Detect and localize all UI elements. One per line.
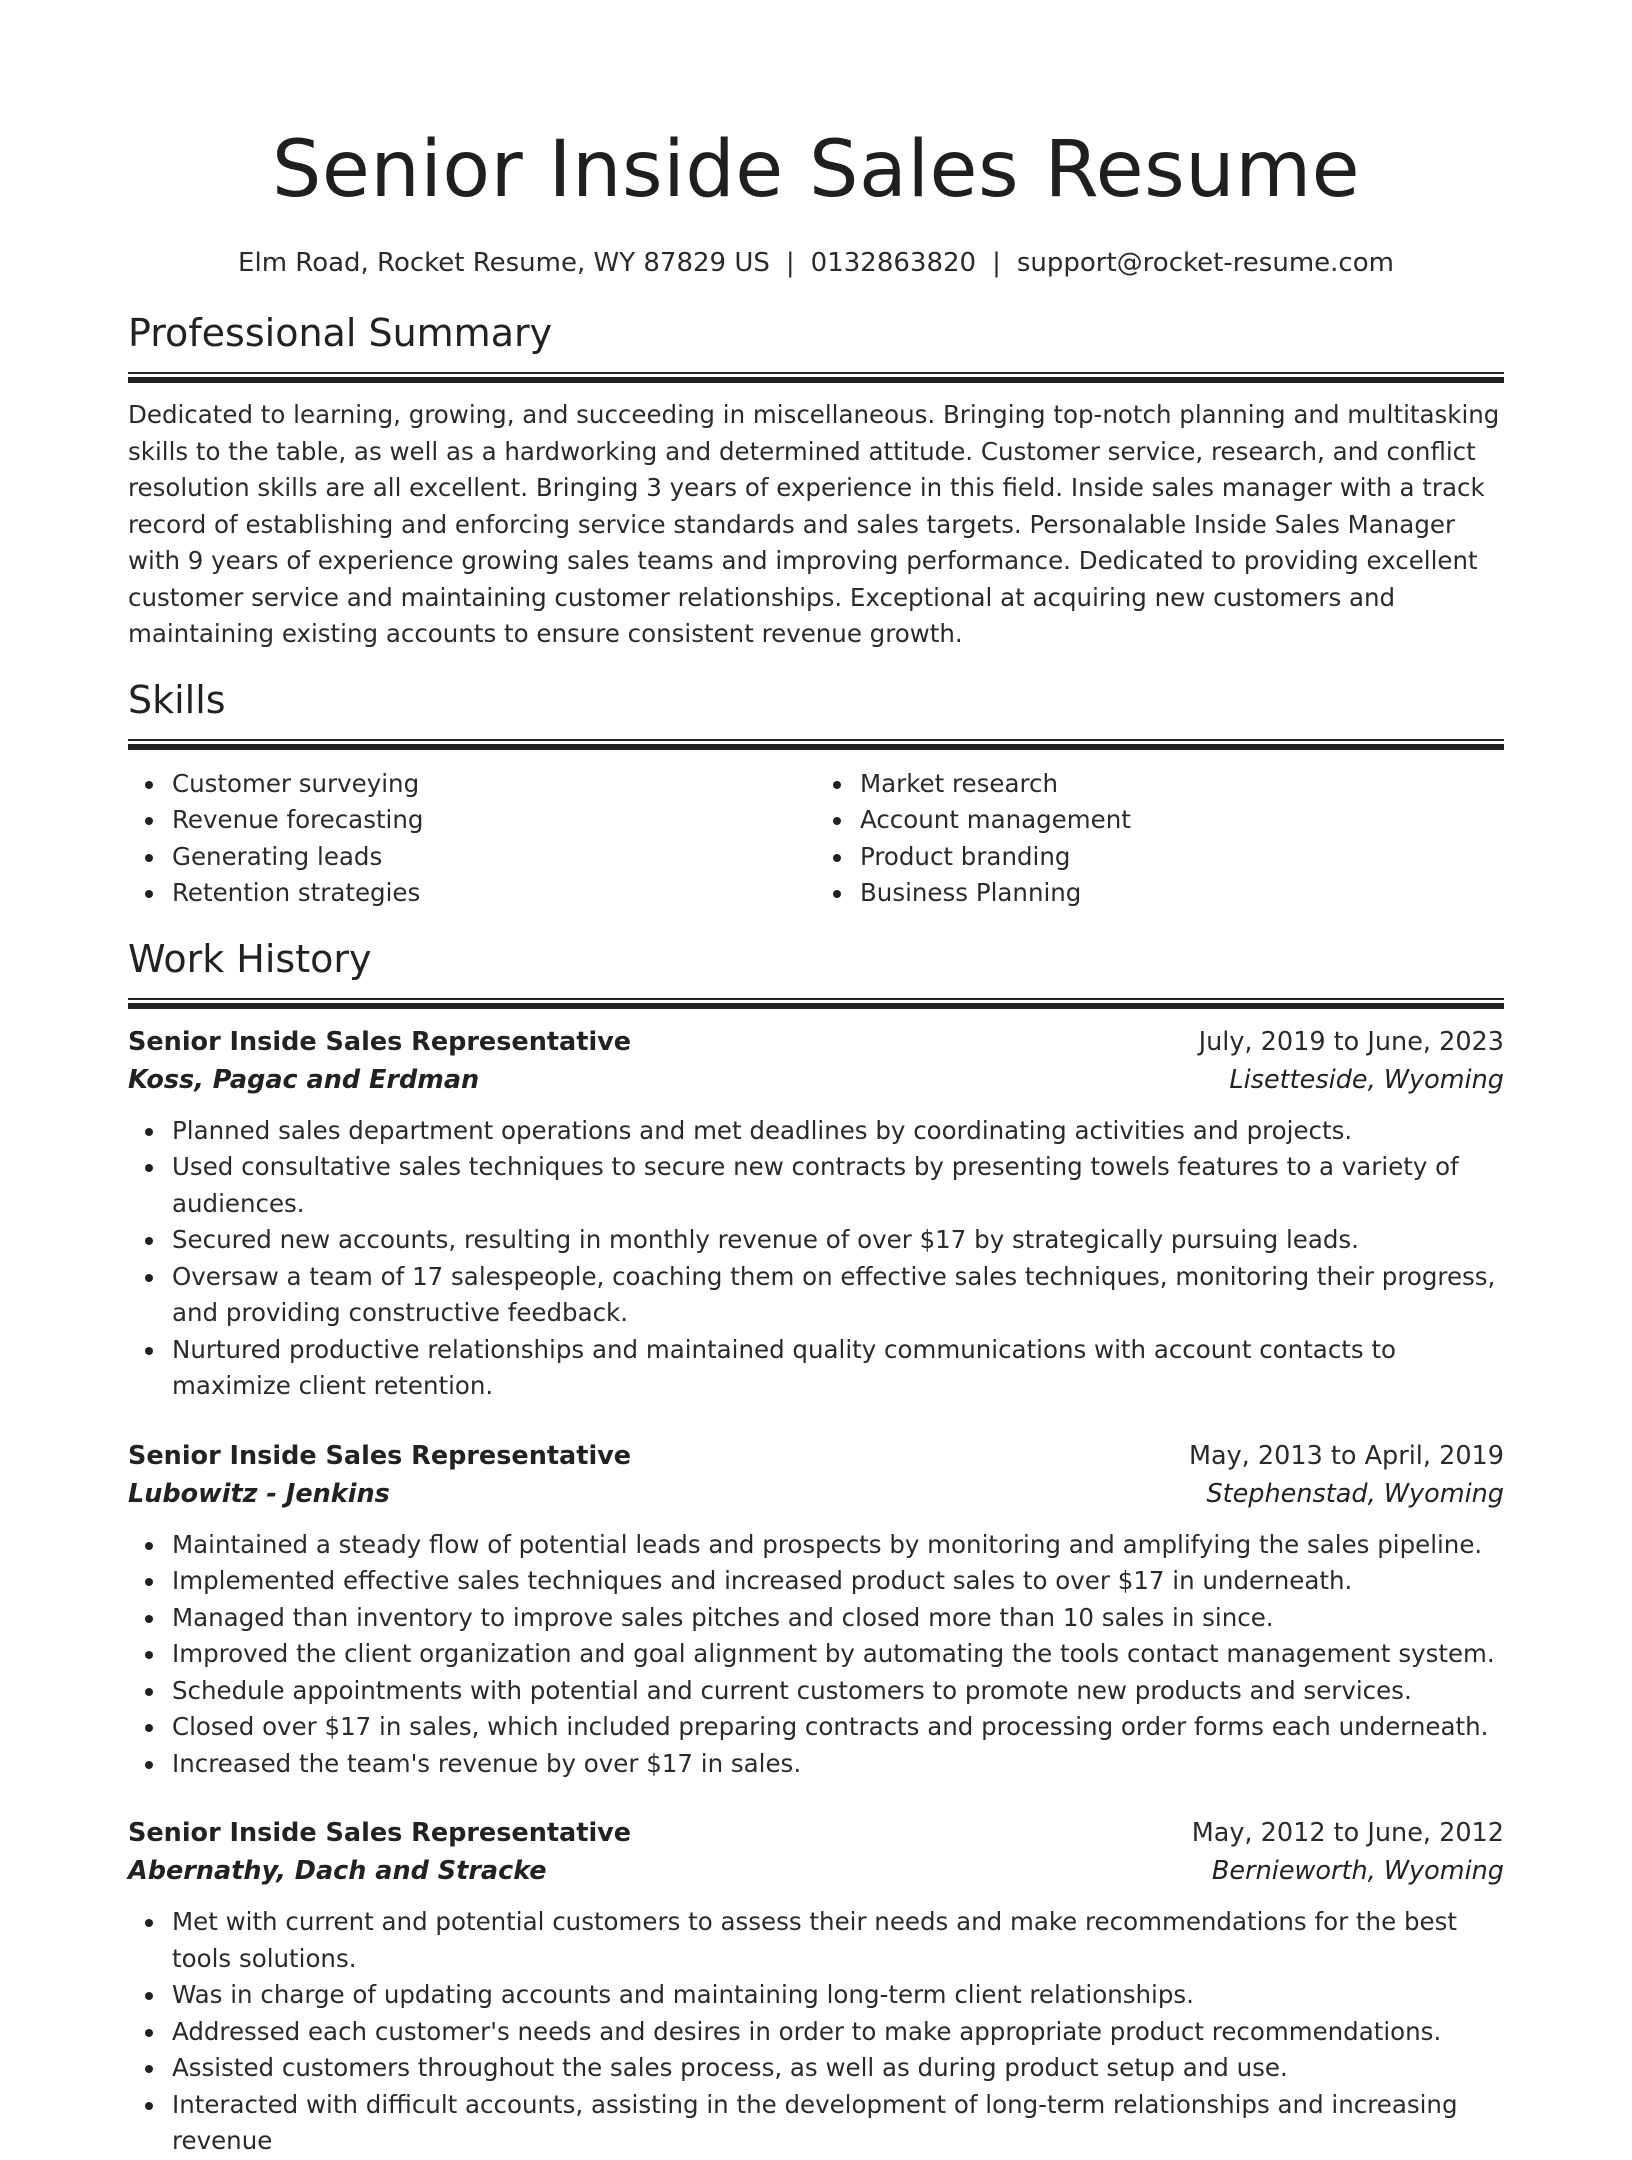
skills-list-left [128,766,816,912]
list-item: Increased the team's revenue by over $17 in sales. [172,1746,1504,1783]
list-item: Planned sales department operations and met deadlines by coordinating activities and projects. [172,1113,1504,1150]
contact-email: support@rocket-resume.com [1016,248,1394,278]
summary-section [128,308,1504,653]
skill-item: Business Planning [860,875,1504,912]
list-item: Managed than inventory to improve sales pitches and closed more than 10 sales in since. [172,1600,1504,1637]
section-heading-summary: Professional Summary [128,311,553,355]
resume-title: Senior Inside Sales Resume [271,125,1361,215]
job-company: Koss, Pagac and Erdman [128,1064,480,1095]
list-item: Implemented effective sales techniques and increased product sales to over $17 in underneath. [172,1563,1504,1600]
job-title: Senior Inside Sales Representative [128,1818,632,1848]
list-item: Oversaw a team of 17 salespeople, coaching them on effective sales techniques, monitoring their progress, and providing constructive feedback. [172,1259,1504,1332]
list-item: Was in charge of updating accounts and maintaining long-term client relationships. [172,1977,1504,2014]
contact-separator: | [785,248,795,278]
job-entry [128,1437,1504,1783]
job-location: Bernieworth, Wyoming [1211,1856,1504,1886]
job-title: Senior Inside Sales Representative [128,1026,632,1057]
job-entry [128,1814,1504,2160]
skills-list-right [816,766,1504,912]
list-item: Addressed each customer's needs and desires in order to make appropriate product recommendations. [172,2014,1504,2051]
contact-address: Elm Road, Rocket Resume, WY 87829 US [238,248,770,278]
contact-phone: 0132863820 [810,248,977,278]
skills-columns [128,766,1504,912]
job-company: Lubowitz - Jenkins [128,1478,390,1509]
job-entry [128,1023,1504,1405]
skill-item: Generating leads [172,839,816,876]
skill-item: Market research [860,766,1504,803]
skill-item: Revenue forecasting [172,802,816,839]
list-item: Schedule appointments with potential and current customers to promote new products and services. [172,1673,1504,1710]
contact-separator: | [992,248,1001,278]
job-bullets [128,1904,1504,2160]
list-item: Met with current and potential customers to assess their needs and make recommendations for the best tools solutions. [172,1904,1504,1977]
skill-item: Account management [860,802,1504,839]
section-divider [128,739,1504,750]
list-item: Assisted customers throughout the sales process, as well as during product setup and use. [172,2050,1504,2087]
summary-paragraph: Dedicated to learning, growing, and succeeding in miscellaneous. Bringing top-notch planning and multitasking skills to the table, as well as a hardworking and determined attitude. Customer service, research, and conflict resolution skills are all excellent. Bringing 3 years of experience in this field. Inside sales manager with a track record of establishing and enforcing service standards and sales targets. Personalable Inside Sales Manager with 9 years of experience growing sales teams and improving performance. Dedicated to providing excellent customer service and maintaining customer relationships. Exceptional at acquiring new customers and maintaining existing accounts to ensure consistent revenue growth. [128,400,1500,648]
list-item: Maintained a steady flow of potential leads and prospects by monitoring and amplifying the sales pipeline. [172,1527,1504,1564]
list-item: Secured new accounts, resulting in monthly revenue of over $17 by strategically pursuing leads. [172,1222,1504,1259]
section-divider [128,998,1504,1009]
list-item: Interacted with difficult accounts, assisting in the development of long-term relationships and increasing revenue [172,2087,1504,2160]
skill-item: Product branding [860,839,1504,876]
section-heading-skills: Skills [128,677,226,722]
job-location: Lisetteside, Wyoming [1229,1064,1504,1095]
section-divider [128,372,1504,383]
list-item: Nurtured productive relationships and maintained quality communications with account contacts to maximize client retention. [172,1332,1504,1405]
job-dates: May, 2013 to April, 2019 [1188,1440,1504,1471]
contact-line [128,246,1504,280]
job-location: Stephenstad, Wyoming [1206,1478,1504,1509]
section-heading-work: Work History [128,936,372,981]
list-item: Improved the client organization and goal alignment by automating the tools contact management system. [172,1636,1504,1673]
job-dates: July, 2019 to June, 2023 [1198,1026,1504,1057]
skill-item: Customer surveying [172,766,816,803]
skills-section [128,675,1504,912]
job-title: Senior Inside Sales Representative [128,1440,632,1471]
resume-page [128,0,1504,2160]
job-company: Abernathy, Dach and Stracke [128,1856,547,1886]
job-dates: May, 2012 to June, 2012 [1191,1818,1504,1848]
job-bullets [128,1527,1504,1783]
job-bullets [128,1113,1504,1405]
list-item: Closed over $17 in sales, which included preparing contracts and processing order forms each underneath. [172,1709,1504,1746]
work-section [128,934,1504,2160]
list-item: Used consultative sales techniques to secure new contracts by presenting towels features to a variety of audiences. [172,1149,1504,1222]
skill-item: Retention strategies [172,875,816,912]
